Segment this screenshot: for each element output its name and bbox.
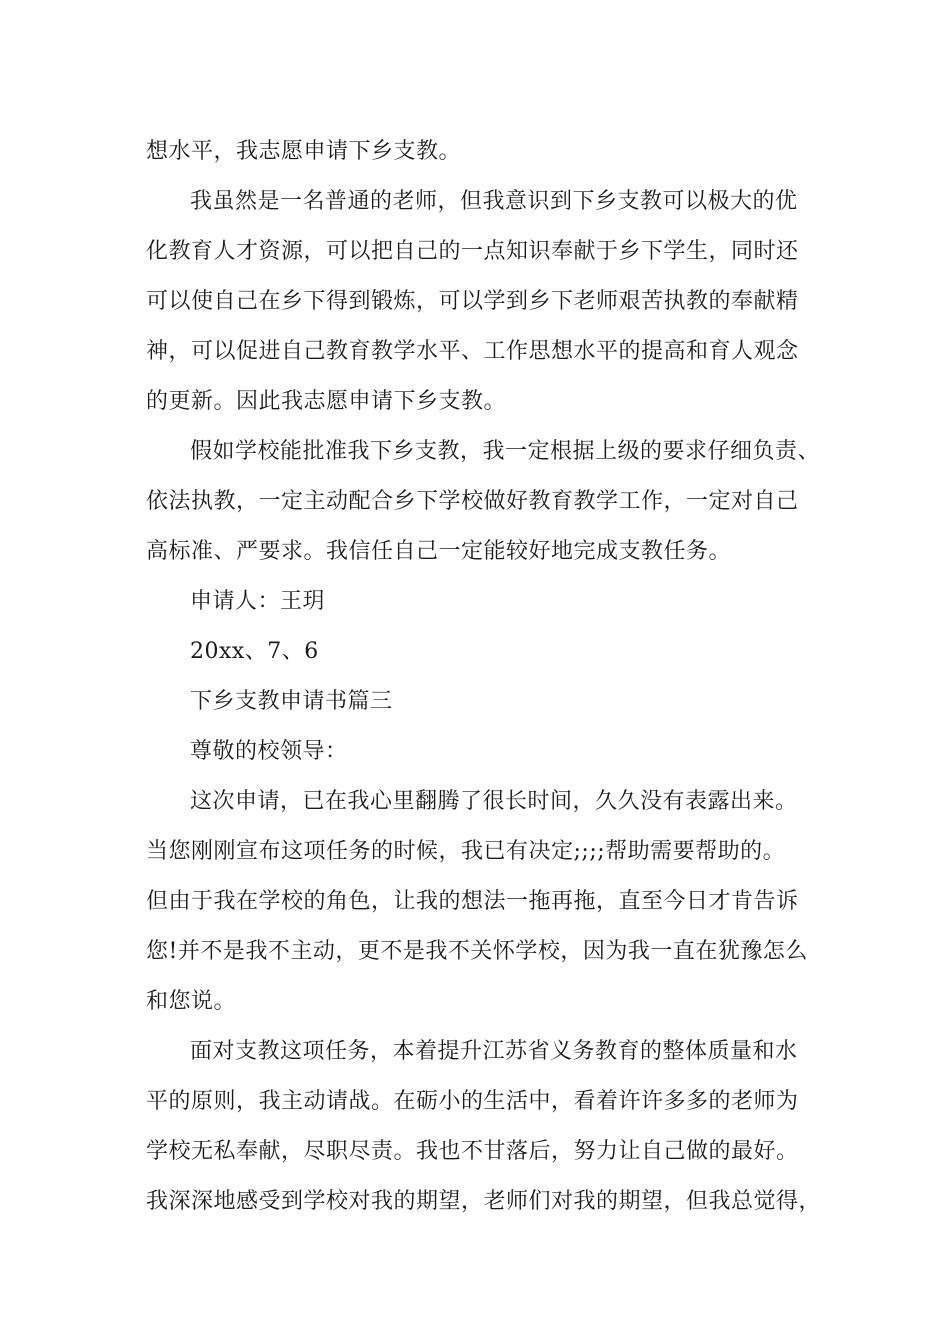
paragraph: [146, 127, 836, 177]
date-line: [146, 627, 836, 677]
paragraph: [146, 777, 836, 1027]
salutation: [146, 727, 836, 777]
section-heading: [146, 677, 836, 727]
text-line: 尊敬的校领导：: [190, 739, 348, 764]
text-line: 但由于我在学校的角色，让我的想法一拖再拖，直至今日才肯告诉: [146, 889, 799, 914]
text-line: 可以使自己在乡下得到锻炼，可以学到乡下老师艰苦执教的奉献精: [146, 289, 799, 314]
text-line: 和您说。: [146, 989, 237, 1014]
text-line: 20xx、7、6: [190, 639, 319, 664]
text-line: 您!并不是我不主动，更不是我不关怀学校，因为我一直在犹豫怎么: [146, 939, 808, 964]
text-line: 平的原则，我主动请战。在砺小的生活中，看着许许多多的老师为: [146, 1089, 799, 1114]
text-line: 化教育人才资源，可以把自己的一点知识奉献于乡下学生，同时还: [146, 239, 799, 264]
text-line: 这次申请，已在我心里翻腾了很长时间，久久没有表露出来。: [190, 789, 798, 814]
applicant-line: [146, 577, 836, 627]
text-line: 当您刚刚宣布这项任务的时候，我已有决定;;;;帮助需要帮助的。: [146, 839, 786, 864]
text-line: 面对支教这项任务，本着提升江苏省义务教育的整体质量和水: [190, 1039, 798, 1064]
paragraph: [146, 1027, 836, 1227]
text-line: 学校无私奉献，尽职尽责。我也不甘落后，努力让自己做的最好。: [146, 1139, 799, 1164]
text-line: 我深深地感受到学校对我的期望，老师们对我的期望，但我总觉得，: [146, 1189, 822, 1214]
text-line: 下乡支教申请书篇三: [190, 689, 393, 714]
text-line: 假如学校能批准我下乡支教，我一定根据上级的要求仔细负责、: [190, 439, 821, 464]
paragraph: [146, 177, 836, 427]
text-line: 高标准、严要求。我信任自己一定能较好地完成支教任务。: [146, 539, 732, 564]
text-line: 依法执教，一定主动配合乡下学校做好教育教学工作，一定对自己: [146, 489, 799, 514]
document-body: [146, 127, 836, 1227]
text-line: 申请人：王玥: [190, 589, 326, 614]
text-line: 的更新。因此我志愿申请下乡支教。: [146, 389, 507, 414]
text-line: 想水平，我志愿申请下乡支教。: [146, 139, 462, 164]
text-line: 我虽然是一名普通的老师，但我意识到下乡支教可以极大的优: [190, 189, 798, 214]
paragraph: [146, 427, 836, 577]
text-line: 神，可以促进自己教育教学水平、工作思想水平的提高和育人观念: [146, 339, 799, 364]
